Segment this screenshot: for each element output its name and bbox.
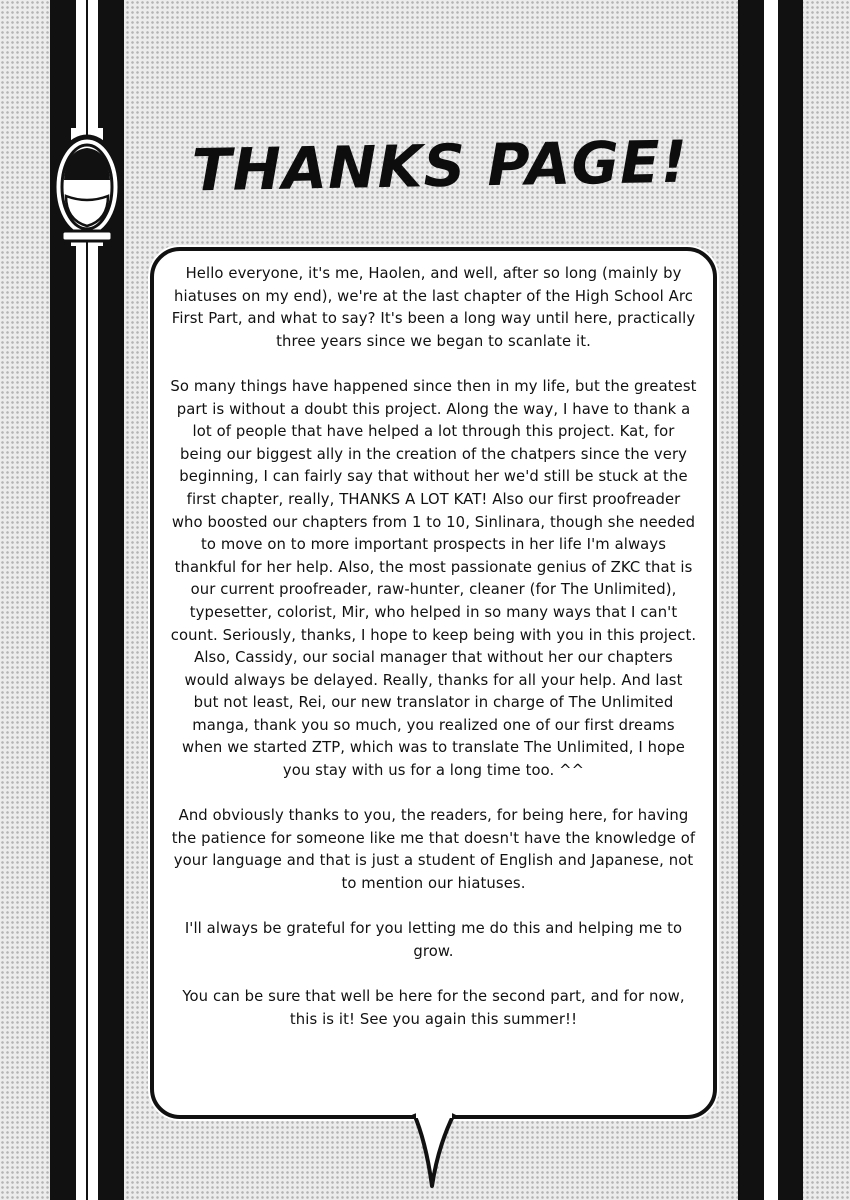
- right-stripe-bar: [778, 0, 803, 1200]
- letter-paragraph-intro: Hello everyone, it's me, Haolen, and well, after so long (mainly by hiatuses on my end), we're at the last chapter of the High School Arc First Part, and what to say? It's been a long way until here, practically three years since we began to scanlate it.: [171, 265, 696, 350]
- right-stripe-bar: [738, 0, 764, 1200]
- letter-paragraph-closing: You can be sure that well be here for the second part, and for now, this is it! See you again this summer!!: [182, 988, 685, 1028]
- letter-paragraph-thanks-readers: And obviously thanks to you, the readers, for being here, for having the patience for someone like me that doesn't have the knowledge of your language and that is just a student of English and Japanese, not to mention our hiatuses.: [171, 807, 696, 893]
- letter-paragraph-grateful: I'll always be grateful for you letting me do this and helping me to grow.: [184, 920, 683, 960]
- belt-buckle-icon: [50, 128, 124, 246]
- letter-paragraph-thanks-team: So many things have happened since then in my life, but the greatest part is without a doubt this project. Along the way, I have to thank a lot of people that have helped a lot through this project. Kat, for being our biggest ally in the creation of the chatpers since the very beginning, I can fairly say that without her we'd still be stuck at the first chapter, really, THANKS A LOT KAT! Also our first proofreader who boosted our chapters from 1 to 10, Sinlinara, though she needed to move on to more important prospects in her life I'm always thankful for her help. Also, the most passionate genius of ZKC that is our current proofreader, raw-hunter, cleaner (for The Unlimited), typesetter, colorist, Mir, who helped in so many ways that I can't count. Seriously, thanks, I hope to keep being with you in this project. Also, Cassidy, our social manager that without her our chapters would always be delayed. Really, thanks for all your help. And last but not least, Rei, our new translator in charge of The Unlimited manga, thank you so much, you realized one of our first dreams when we started ZTP, which was to translate The Unlimited, I hope you stay with us for a long time too. ^^: [170, 377, 697, 780]
- right-stripe-white-band: [764, 0, 778, 1200]
- speech-bubble: [150, 247, 717, 1119]
- speech-bubble-tail: [412, 1112, 456, 1190]
- page-title: THANKS PAGE!: [191, 127, 689, 205]
